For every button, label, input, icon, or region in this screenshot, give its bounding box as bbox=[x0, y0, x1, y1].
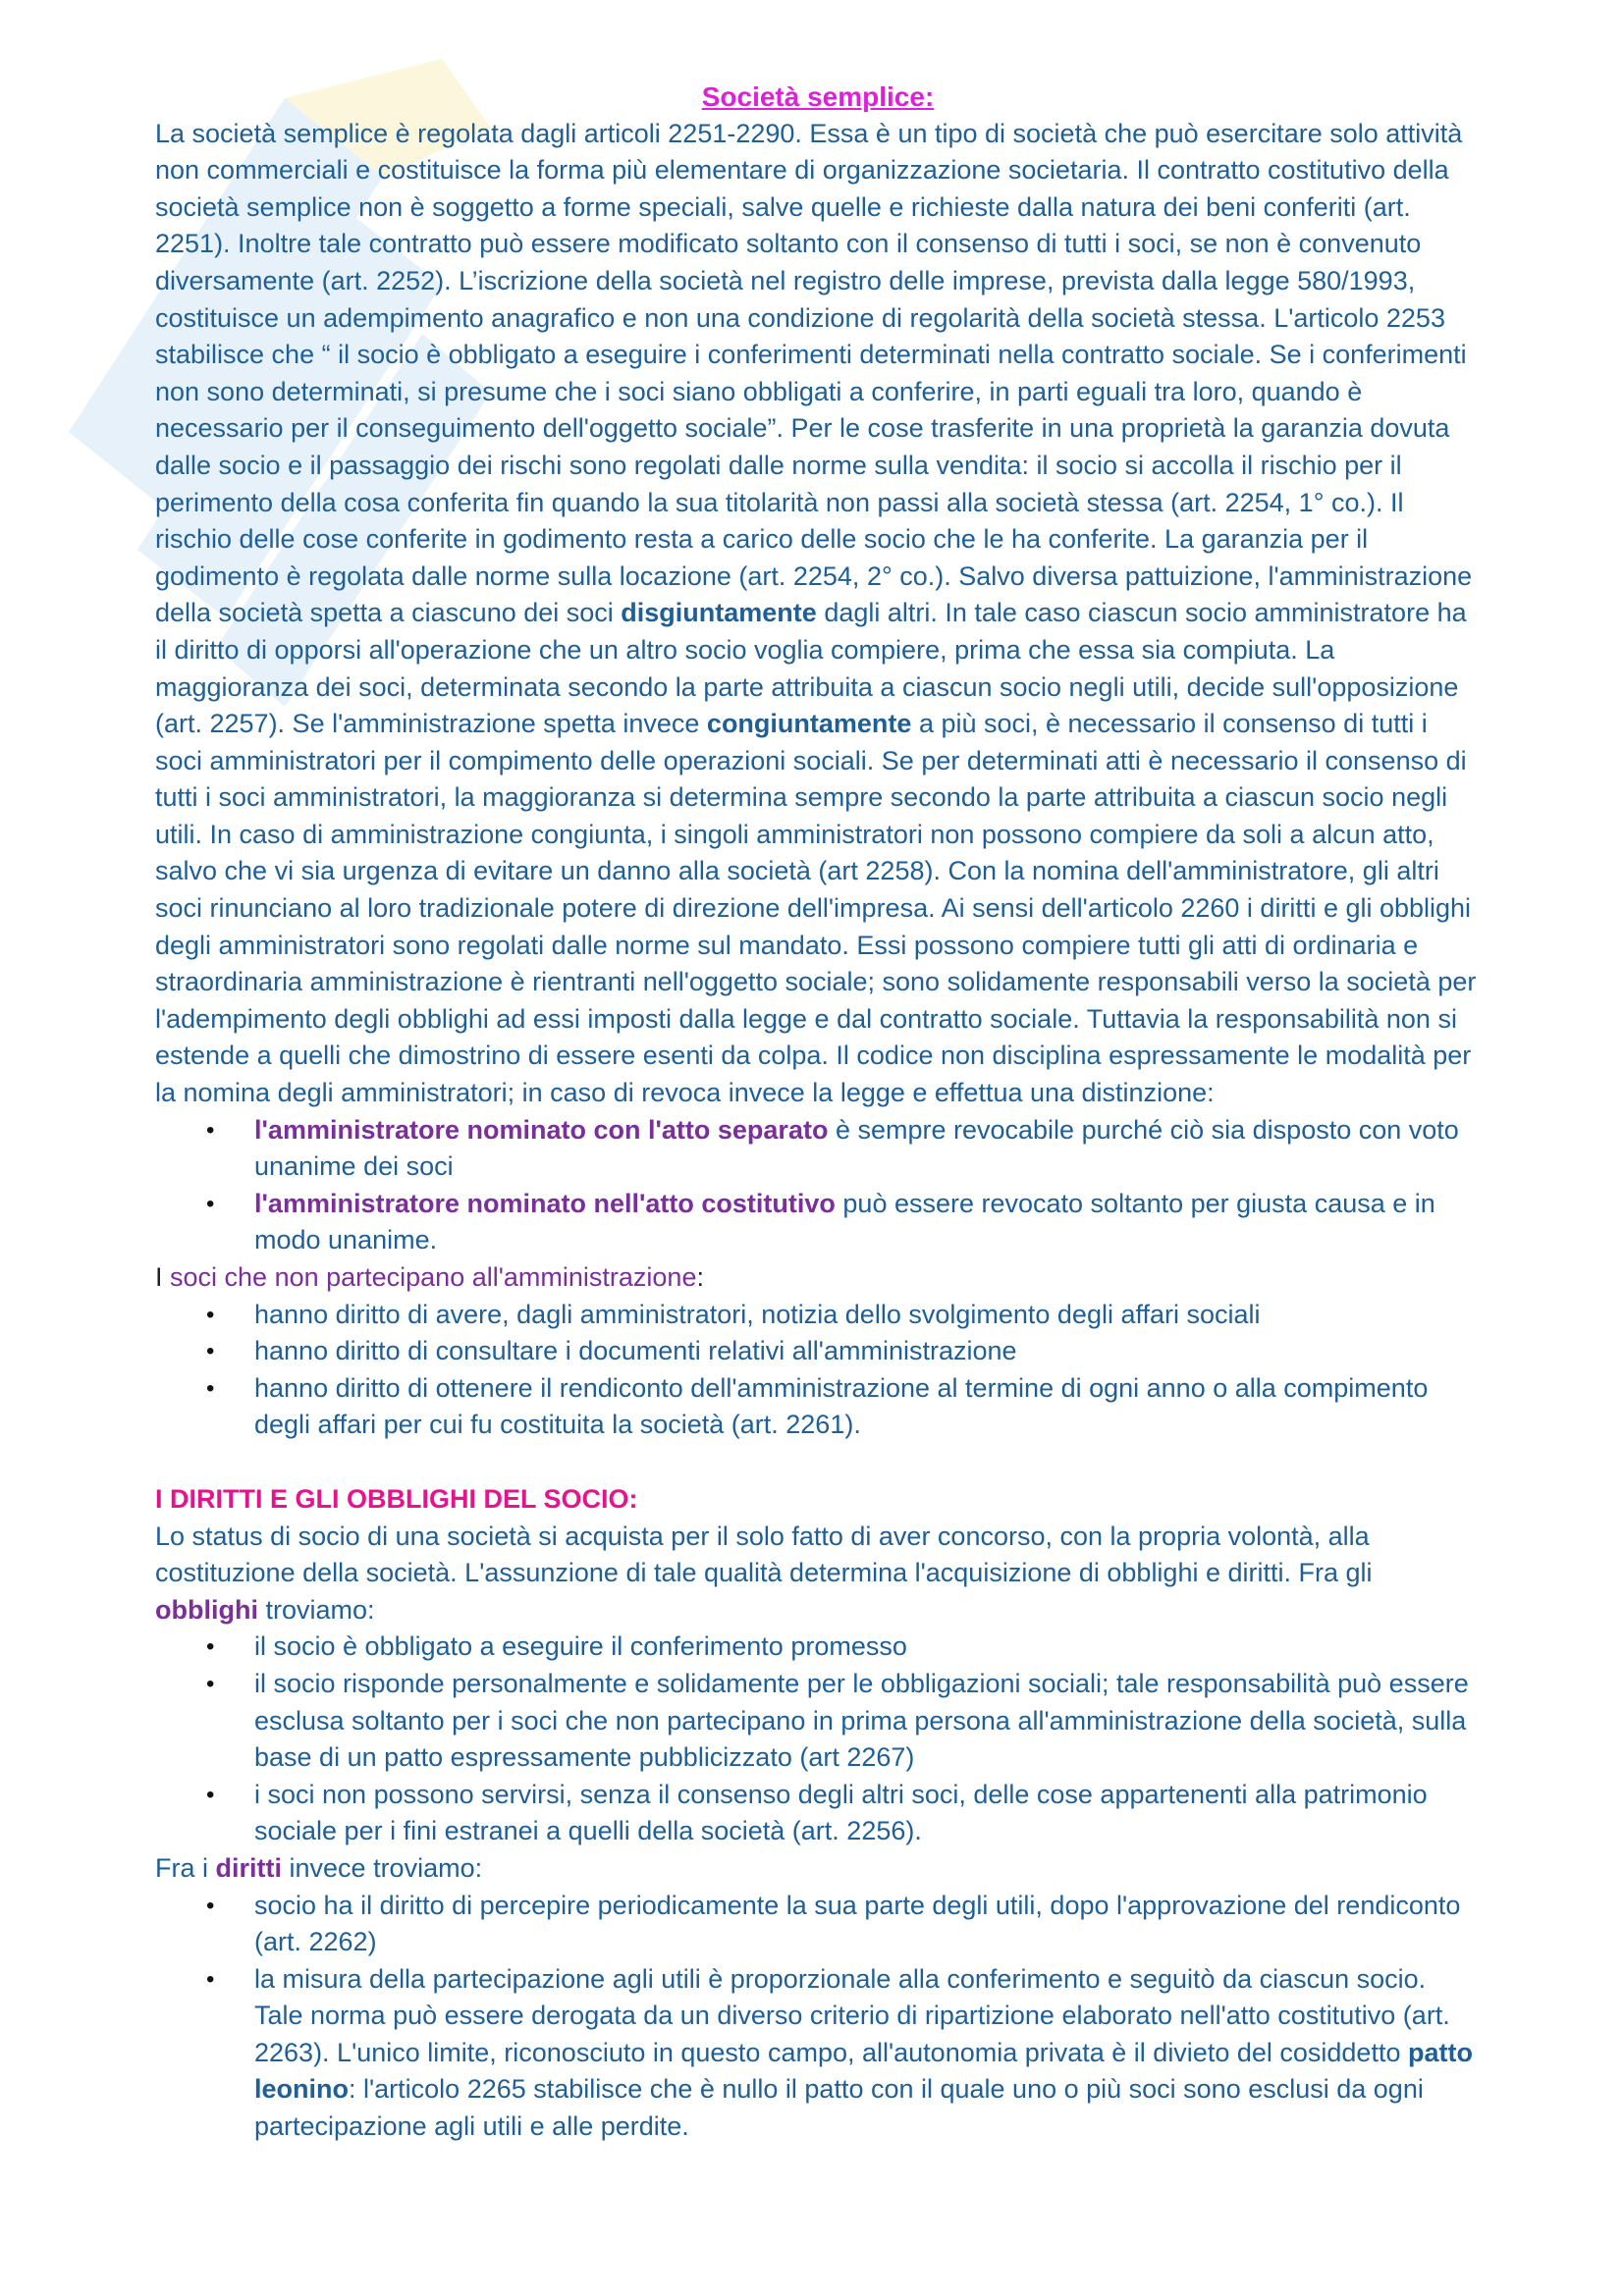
list-item bbox=[155, 1629, 1481, 1666]
list-item bbox=[155, 1112, 1481, 1186]
section2-after: troviamo: bbox=[257, 1594, 375, 1625]
emph-disgiuntamente: disgiuntamente bbox=[621, 598, 817, 628]
diritti-pre: Fra i bbox=[155, 1852, 216, 1883]
bullet-icon: • bbox=[206, 1965, 215, 1993]
list-item-text: è sempre revocabile purché ciò sia disposto con voto unanime dei soci bbox=[254, 1114, 1459, 1182]
soci-intro-i: I bbox=[155, 1262, 171, 1292]
list-item-text: la misura della partecipazione agli utili è proporzionale alla conferimento e seguitò da ciascun socio. Tale norma può essere derogata da un diverso criterio di ripartizione elaborato nell'atto costitutivo (art. 2263). L'unico limite, riconosciuto in questo campo, all'autonomia privata è il divieto del cosiddetto bbox=[254, 1963, 1450, 2067]
diritti-intro bbox=[155, 1850, 1481, 1888]
list-item-text: il socio risponde personalmente e solidamente per le obbligazioni sociali; tale responsabilità può essere esclusa soltanto per i soci che non partecipano in prima persona all'amministrazione della società, sulla base di un patto espressamente pubblicizzato (art 2267) bbox=[254, 1668, 1469, 1773]
revoca-list bbox=[155, 1112, 1481, 1259]
list-item bbox=[155, 1370, 1481, 1444]
list-item-text: hanno diritto di consultare i documenti relativi all'amministrazione bbox=[254, 1336, 1017, 1366]
emph-patto-leonino: patto leonino bbox=[254, 2037, 1473, 2105]
emph-congiuntamente: congiuntamente bbox=[706, 709, 912, 739]
list-item-text: il socio è obbligato a eseguire il conferimento promesso bbox=[254, 1631, 907, 1662]
intro-paragraph bbox=[155, 116, 1481, 1112]
section-heading: I DIRITTI E GLI OBBLIGHI DEL SOCIO: bbox=[155, 1483, 638, 1514]
list-item bbox=[155, 1777, 1481, 1850]
list-item bbox=[155, 1961, 1481, 2146]
soci-intro-text: soci che non partecipano all'amministrazione bbox=[170, 1262, 697, 1292]
page-title: Società semplice: bbox=[701, 81, 935, 112]
bullet-icon: • bbox=[206, 1892, 215, 1919]
list-item bbox=[155, 1333, 1481, 1370]
intro-text-2: dagli altri. In tale caso ciascun socio amministratore ha il diritto di opporsi all'operazione che un altro socio voglia compiere, prima che essa sia compiuta. La maggioranza dei soci, determinata secondo la parte attribuita a ciascun socio negli utili, decide sull'opposizione (art. 2257). Se l'amministrazione spetta invece bbox=[155, 598, 1467, 739]
list-item bbox=[155, 1186, 1481, 1259]
bullet-icon: • bbox=[206, 1190, 215, 1217]
list-item-bold: l'amministratore nominato nell'atto costitutivo bbox=[254, 1188, 836, 1218]
intro-text-3: a più soci, è necessario il consenso di tutti i soci amministratori per il compimento delle operazioni sociali. Se per determinati atti è necessario il consenso di tutti i soci amministratori, la maggioranza si determina sempre secondo la parte attribuita a ciascun socio negli utili. In caso di amministrazione congiunta, i singoli amministratori non possono compiere da soli a alcun atto, salvo che vi sia urgenza di evitare un danno alla società (art 2258). Con la nomina dell'amministratore, gli altri soci rinunciano al loro tradizionale potere di direzione dell'impresa. Ai sensi dell'articolo 2260 i diritti e gli obblighi degli amministratori sono regolati dalle norme sul mandato. Essi possono compiere tutti gli atti di ordinaria e straordinaria amministrazione è rientranti nell'oggetto sociale; sono solidamente responsabili verso la società per l'adempimento degli obblighi ad essi imposti dalla legge e dal contratto sociale. Tuttavia la responsabilità non si estende a quelli che dimostrino di essere esenti da colpa. Il codice non disciplina espressamente le modalità per la nomina degli amministratori; in caso di revoca invece la legge e effettua una distinzione: bbox=[155, 709, 1477, 1108]
soci-list bbox=[155, 1297, 1481, 1444]
bullet-icon: • bbox=[206, 1116, 215, 1144]
list-item bbox=[155, 1297, 1481, 1334]
document-body bbox=[155, 79, 1481, 2146]
soci-intro-colon: : bbox=[696, 1262, 704, 1292]
list-item-text: hanno diritto di avere, dagli amministratori, notizia dello svolgimento degli affari sociali bbox=[254, 1299, 1261, 1329]
list-item-text-post: : l'articolo 2265 stabilisce che è nullo il patto con il quale uno o più soci sono esclusi da ogni partecipazione agli utili e alle perdite. bbox=[254, 2074, 1424, 2142]
bullet-icon: • bbox=[206, 1301, 215, 1328]
emph-obblighi: obblighi bbox=[155, 1594, 258, 1625]
intro-text-1: La società semplice è regolata dagli articoli 2251-2290. Essa è un tipo di società che può esercitare solo attività non commerciali e costituisce la forma più elementare di organizzazione societaria. Il contratto costitutivo della società semplice non è soggetto a forme speciali, salve quelle e richieste dalla natura dei beni conferiti (art. 2251). Inoltre tale contratto può essere modificato soltanto con il consenso di tutti i soci, se non è convenuto diversamente (art. 2252). L’iscrizione della società nel registro delle imprese, prevista dalla legge 580/1993, costituisce un adempimento anagrafico e non una condizione di regolarità della società stessa. L'articolo 2253 stabilisce che “ il socio è obbligato a eseguire i conferimenti determinati nella contratto sociale. Se i conferimenti non sono determinati, si presume che i soci siano obbligati a conferire, in parti eguali tra loro, quando è necessario per il conseguimento dell'oggetto sociale”. Per le cose trasferite in una proprietà la garanzia dovuta dalle socio e il passaggio dei rischi sono regolati dalle norme sulla vendita: il socio si accolla il rischio per il perimento della cosa conferita fin quando la sua titolarità non passi alla società stessa (art. 2254, 1° co.). Il rischio delle cose conferite in godimento resta a carico delle socio che le ha conferite. La garanzia per il godimento è regolata dalle norme sulla locazione (art. 2254, 2° co.). Salvo diversa pattuizione, l'amministrazione della società spetta a ciascuno dei soci bbox=[155, 118, 1473, 628]
list-item bbox=[155, 1888, 1481, 1961]
bullet-icon: • bbox=[206, 1633, 215, 1661]
emph-diritti: diritti bbox=[215, 1852, 283, 1883]
bullet-icon: • bbox=[206, 1338, 215, 1365]
diritti-post: invece troviamo: bbox=[282, 1852, 483, 1883]
list-item-bold: l'amministratore nominato con l'atto separato bbox=[254, 1114, 829, 1145]
section2-intro bbox=[155, 1519, 1481, 1629]
section2-text: Lo status di socio di una società si acquista per il solo fatto di aver concorso, con la propria volontà, alla costituzione della società. L'assunzione di tale qualità determina l'acquisizione di obblighi e diritti. Fra gli bbox=[155, 1521, 1373, 1588]
list-item-text: socio ha il diritto di percepire periodicamente la sua parte degli utili, dopo l'approvazione del rendiconto (art. 2262) bbox=[254, 1890, 1461, 1957]
bullet-icon: • bbox=[206, 1781, 215, 1808]
list-item-text: i soci non possono servirsi, senza il consenso degli altri soci, delle cose appartenenti alla patrimonio sociale per i fini estranei a quelli della società (art. 2256). bbox=[254, 1779, 1428, 1846]
soci-intro bbox=[155, 1259, 1481, 1297]
list-item bbox=[155, 1666, 1481, 1777]
obblighi-list bbox=[155, 1629, 1481, 1850]
list-item-text: può essere revocato soltanto per giusta causa e in modo unanime. bbox=[254, 1188, 1435, 1255]
diritti-list bbox=[155, 1888, 1481, 2146]
bullet-icon: • bbox=[206, 1670, 215, 1697]
bullet-icon: • bbox=[206, 1374, 215, 1402]
list-item-text: hanno diritto di ottenere il rendiconto dell'amministrazione al termine di ogni anno o alla compimento degli affari per cui fu costituita la società (art. 2261). bbox=[254, 1372, 1429, 1440]
